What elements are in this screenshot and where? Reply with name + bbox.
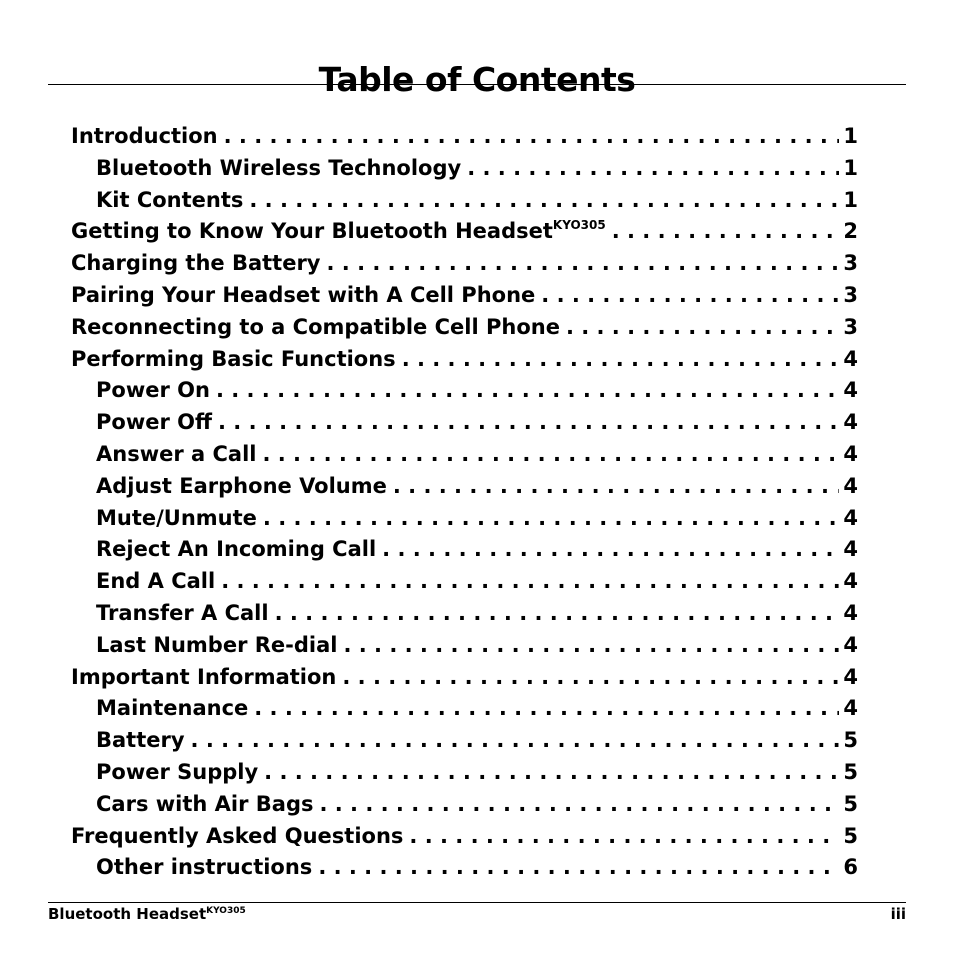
- toc-entry-title-text: Reject An Incoming Call: [96, 537, 377, 562]
- toc-entry-title-text: Pairing Your Headset with A Cell Phone: [71, 282, 536, 307]
- toc-dot-leader: [382, 534, 839, 566]
- toc-entry[interactable]: [71, 375, 858, 407]
- toc-entry-title-text: Important Information: [71, 664, 337, 689]
- toc-entry[interactable]: [71, 216, 858, 248]
- toc-entry-title: [96, 153, 461, 185]
- toc-entry[interactable]: [71, 280, 858, 312]
- toc-entry-title-text: End A Call: [96, 569, 216, 594]
- toc-entry-title-text: Mute/Unmute: [96, 505, 257, 530]
- toc-entry-title-text: Last Number Re-dial: [96, 632, 338, 657]
- toc-entry-title: [96, 725, 185, 757]
- toc-page-number: 4: [843, 600, 858, 625]
- toc-page-number: 4: [843, 441, 858, 466]
- toc-entry[interactable]: [71, 185, 858, 217]
- toc-entry[interactable]: [71, 662, 858, 694]
- toc-entry-title: [96, 566, 215, 598]
- toc-page-number: 4: [843, 378, 858, 403]
- toc-entry-title-text: Battery: [96, 728, 185, 753]
- toc-entry-title: [96, 375, 210, 407]
- toc-dot-leader: [402, 344, 840, 376]
- toc-dot-leader: [467, 153, 839, 185]
- toc-entry-title: [71, 821, 403, 853]
- footer-product-label: Bluetooth Headset: [48, 905, 207, 923]
- toc-entry[interactable]: [71, 630, 858, 662]
- toc-entry-title: [96, 185, 243, 217]
- toc-dot-leader: [566, 312, 839, 344]
- toc-entry[interactable]: [71, 852, 858, 884]
- toc-entry-title: [96, 503, 257, 535]
- toc-dot-leader: [319, 789, 839, 821]
- toc-entry-title-text: Other instructions: [96, 855, 313, 880]
- toc-dot-leader: [342, 662, 839, 694]
- toc-entry-title: [96, 407, 212, 439]
- toc-page-number: 4: [843, 505, 858, 530]
- toc-page-number: 1: [843, 187, 858, 212]
- toc-entry[interactable]: [71, 534, 858, 566]
- toc-entry[interactable]: [71, 598, 858, 630]
- footer-model-superscript: KYO305: [206, 906, 246, 916]
- toc-entry-title: [96, 757, 258, 789]
- toc-entry-title-text: Bluetooth Wireless Technology: [96, 155, 462, 180]
- toc-entry[interactable]: [71, 693, 858, 725]
- footer-page-number: iii: [890, 905, 906, 923]
- toc-dot-leader: [224, 121, 840, 153]
- toc-entry-title-text: Adjust Earphone Volume: [96, 473, 387, 498]
- toc-entry[interactable]: [71, 248, 858, 280]
- toc-dot-leader: [318, 852, 839, 884]
- table-of-contents: [71, 121, 858, 884]
- toc-entry[interactable]: [71, 503, 858, 535]
- toc-page-number: 3: [843, 314, 858, 339]
- toc-entry-title: [71, 662, 336, 694]
- toc-entry[interactable]: [71, 153, 858, 185]
- toc-entry[interactable]: [71, 121, 858, 153]
- toc-dot-leader: [393, 471, 840, 503]
- toc-entry-title-text: Transfer A Call: [96, 600, 269, 625]
- toc-entry[interactable]: [71, 344, 858, 376]
- toc-entry-title: [96, 693, 248, 725]
- toc-page-number: 4: [843, 410, 858, 435]
- toc-entry-title-text: Getting to Know Your Bluetooth Headset: [71, 219, 553, 244]
- toc-entry[interactable]: [71, 566, 858, 598]
- toc-dot-leader: [216, 375, 839, 407]
- toc-entry-title-text: Cars with Air Bags: [96, 791, 314, 816]
- toc-entry[interactable]: [71, 789, 858, 821]
- toc-entry-title: [96, 471, 387, 503]
- footer-divider: [48, 902, 906, 903]
- toc-dot-leader: [343, 630, 839, 662]
- toc-page-number: 3: [843, 251, 858, 276]
- toc-entry[interactable]: [71, 439, 858, 471]
- toc-entry-superscript: KYO305: [552, 218, 606, 233]
- toc-page-number: 5: [843, 823, 858, 848]
- toc-entry[interactable]: [71, 407, 858, 439]
- toc-entry-title: [96, 534, 376, 566]
- toc-page-number: 1: [843, 124, 858, 148]
- toc-dot-leader: [249, 185, 839, 217]
- toc-dot-leader: [275, 598, 840, 630]
- toc-entry[interactable]: [71, 757, 858, 789]
- toc-dot-leader: [254, 693, 839, 725]
- toc-page-number: 4: [843, 696, 858, 721]
- toc-page-number: 3: [843, 282, 858, 307]
- toc-entry-title: [96, 439, 256, 471]
- toc-page-number: 1: [843, 155, 858, 180]
- toc-entry-title-text: Kit Contents: [96, 187, 244, 212]
- toc-dot-leader: [262, 439, 839, 471]
- toc-entry[interactable]: [71, 821, 858, 853]
- toc-dot-leader: [191, 725, 840, 757]
- toc-page-number: 5: [843, 728, 858, 753]
- toc-page-number: 2: [843, 219, 858, 244]
- toc-dot-leader: [221, 566, 839, 598]
- toc-dot-leader: [264, 757, 839, 789]
- toc-entry-title-text: Answer a Call: [96, 441, 257, 466]
- toc-entry-title-text: Reconnecting to a Compatible Cell Phone: [71, 314, 560, 339]
- toc-page-number: 5: [843, 759, 858, 784]
- toc-entry-title: [71, 312, 560, 344]
- toc-page-number: 4: [843, 537, 858, 562]
- toc-entry-title-text: Introduction: [71, 124, 218, 148]
- toc-entry-title-text: Power Supply: [96, 759, 259, 784]
- toc-page-number: 4: [843, 569, 858, 594]
- toc-page-number: 6: [843, 855, 858, 880]
- toc-entry-title: [71, 121, 218, 153]
- toc-page-number: 5: [843, 791, 858, 816]
- toc-entry-title: [96, 598, 269, 630]
- toc-entry[interactable]: [71, 312, 858, 344]
- toc-page-number: 4: [843, 473, 858, 498]
- page-title: Table of Contents: [318, 60, 636, 100]
- toc-entry[interactable]: [71, 725, 858, 757]
- footer-product-name: [48, 904, 246, 924]
- toc-entry[interactable]: [71, 471, 858, 503]
- toc-entry-title-text: Charging the Battery: [71, 251, 321, 276]
- toc-dot-leader: [541, 280, 839, 312]
- toc-entry-title: [96, 789, 313, 821]
- toc-entry-title-text: Power On: [96, 378, 210, 403]
- toc-page-number: 4: [843, 346, 858, 371]
- toc-dot-leader: [263, 503, 839, 535]
- toc-dot-leader: [612, 216, 840, 248]
- toc-entry-title: [71, 248, 321, 280]
- toc-entry-title: [71, 344, 396, 376]
- toc-page-number: 4: [843, 664, 858, 689]
- toc-entry-title: [71, 216, 606, 248]
- title-divider: [48, 84, 906, 85]
- toc-dot-leader: [327, 248, 840, 280]
- toc-dot-leader: [409, 821, 839, 853]
- toc-entry-title: [71, 280, 535, 312]
- toc-entry-title-text: Frequently Asked Questions: [71, 823, 404, 848]
- toc-entry-title: [96, 852, 312, 884]
- toc-entry-title-text: Performing Basic Functions: [71, 346, 396, 371]
- toc-dot-leader: [218, 407, 839, 439]
- toc-entry-title-text: Power Off: [96, 410, 212, 435]
- toc-entry-title-text: Maintenance: [96, 696, 249, 721]
- toc-entry-title: [96, 630, 337, 662]
- toc-page-number: 4: [843, 632, 858, 657]
